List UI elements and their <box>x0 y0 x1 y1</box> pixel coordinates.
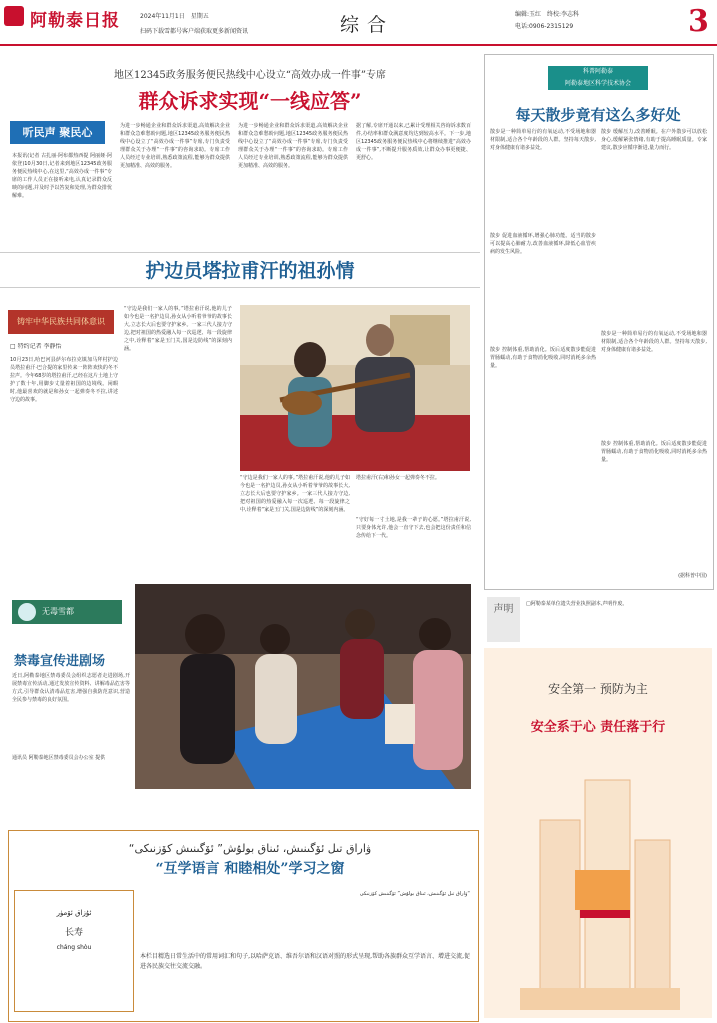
lead-intro: 本报讯(记者 古扎丽·阿布都热西提 阿丽娅·阿依登)10月30日,记者来到地区12345政务服务便民热线中心,在这里,“高效办成一件事”专席的工作人员正在接听来电,认真记录群众反映的问题,并及时予以答复和处理,为群众排忧解难。 <box>12 153 112 199</box>
statement-label: 声明 <box>487 597 520 642</box>
feature-headline: 护边员塔拉甫汗的祖孙情 <box>145 260 355 282</box>
feature-photo <box>240 305 470 471</box>
feature-body-col1: 10月23日,哈巴河县萨尔布拉克镇加马拜村护边员塔拉甫汗·巴合提的家里传来一阵阵欢快的冬不拉声。今年68岁的塔拉甫汗,已经在这片土地上守护了数十年,用脚步丈量着祖国的边境线。闲暇时,他最喜欢的就是和孙女一起弹奏冬不拉,讲述守边的故事。 <box>10 357 118 403</box>
uyghur-title: “ۋاراق تىل ئۆگىنىش، ئىناق بولۇش” ئۆگىنىش كۆزنىكى <box>128 842 372 855</box>
issue-date: 2024年11月1日 星期五 <box>140 13 209 20</box>
drug-credit: 通讯员 阿勒泰地区禁毒委员会办公室 提供 <box>12 755 106 761</box>
science-badge-org: 阿勒泰地区科学技术协会 <box>564 80 631 87</box>
language-uyghur-text: “ۋاراق تىل ئۆگىنىش، ئىناق بولۇش” ئۆگىنىش كۆزنىكى <box>359 891 470 897</box>
feature-body-col4: “守好每一寸土地,是我一辈子的心愿。”塔拉甫汗说,只要身体允许,他会一直守下去,也会把这份责任和信念传给下一代。 <box>356 517 471 539</box>
science-badge <box>548 66 648 90</box>
walking-body-5: 散步是一种简单易行的有氧运动,不受场地和器材限制,适合各个年龄段的人群。坚持每天散步,对身体健康有诸多益处。 <box>601 331 707 353</box>
vocab-kz: ئۇزاق ئۆمۈر <box>56 909 92 917</box>
phone-line: 电话:0906-2315129 <box>515 23 574 30</box>
drug-photo <box>135 584 471 789</box>
vocab-pinyin: cháng shòu <box>56 944 92 951</box>
walking-headline: 每天散步竟有这么多好处 <box>515 106 681 124</box>
newspaper-logo: 阿勒泰日报 <box>30 11 120 31</box>
newspaper-logo-icon <box>4 6 24 26</box>
masthead-rule <box>0 44 717 46</box>
walking-body-6: 散步 控制体重,帮助消化。饭后适度散步能促进胃肠蠕动,有助于食物消化吸收,同时消耗多余热量。 <box>601 441 707 463</box>
walking-body-4: 散步 缓解压力,改善睡眠。在户外散步可以放松身心,缓解紧张情绪,有助于提高睡眠质量。专家建议,散步应循序渐进,量力而行。 <box>601 129 707 151</box>
walking-body-1: 散步是一种简单易行的有氧运动,不受场地和器材限制,适合各个年龄段的人群。坚持每天散步,对身体健康有诸多益处。 <box>490 129 596 151</box>
drug-body: 近日,阿勒泰地区禁毒委员会组织志愿者走进剧场,开展禁毒宣传活动,通过发放宣传资料、讲解毒品危害等方式,引导群众认清毒品危害,增强自我防范意识,营造全民参与禁毒的良好氛围。 <box>12 673 130 703</box>
drug-photo-image <box>135 584 471 789</box>
editor-line: 编辑:玉红 终校:李志科 <box>515 11 580 18</box>
section-title: 综合 <box>340 14 395 36</box>
drug-org-label: 无毒雪都 <box>42 607 74 616</box>
walking-body-2: 散步 促进血液循环,增强心肺功能。适当的散步可以提高心肺耐力,改善血液循环,降低心血管疾病的发生风险。 <box>490 233 596 255</box>
walking-source: (据科普中国) <box>678 573 707 579</box>
drug-headline: 禁毒宣传进剧场 <box>14 654 106 669</box>
lead-body-col3: 为进一步畅通企业和群众诉求渠道,高效解决企业和群众急难愁盼问题,地区12345政务服务便民热线中心设立了“高效办成一件事”专席,专门负责受理群众关于办理“一件事”的咨询求助。专席工作人员经过专业培训,熟悉政策流程,能够为群众提供更加精准、高效的服务。 <box>238 123 348 169</box>
safety-slogan: 安全系于心 责任落于行 <box>530 720 666 735</box>
science-badge-title: 科普阿勒泰 <box>582 68 613 75</box>
lead-headline: 群众诉求实现“一线应答” <box>138 89 362 113</box>
walking-body-3: 散步 控制体重,帮助消化。饭后适度散步能促进胃肠蠕动,有助于食物消化吸收,同时消耗多余热量。 <box>490 347 596 369</box>
feature-banner: 铸牢中华民族共同体意识 <box>8 310 114 334</box>
lead-body-col2: 为进一步畅通企业和群众诉求渠道,高效解决企业和群众急难愁盼问题,地区12345政务服务便民热线中心设立了“高效办成一件事”专席,专门负责受理群众关于办理“一件事”的咨询求助。专席工作人员经过专业培训,熟悉政策流程,能够为群众提供更加精准、高效的服务。 <box>120 123 230 169</box>
vocab-card <box>14 890 134 1012</box>
lead-kicker: 地区12345政务服务便民热线中心设立“高效办成一件事”专席 <box>113 70 387 81</box>
language-headline: “互学语言 和睦相处”学习之窗 <box>155 861 345 877</box>
feature-body-col2: “守边是我们一家人的事。”塔拉甫汗说,他的儿子如今也是一名护边员,孙女从小听着爷爷的故事长大,立志长大后也要守护家乡。一家三代人接力守边,把对祖国的热爱融入每一次巡逻、每一段旋律之中,诠释着“家是玉门关,国是边防线”的深刻内涵。 <box>124 306 232 352</box>
subscribe-note: 扫码下载雪都号客户端获取更多新闻资讯 <box>140 28 249 35</box>
org-emblem-icon <box>18 603 36 621</box>
language-body: 本栏目精选日常生活中的常用词汇和句子,以哈萨克语、维吾尔语和汉语对照的形式呈现,帮助各族群众互学语言、增进交流,促进各民族交往交流交融。 <box>140 953 470 970</box>
page-number: 3 <box>688 4 709 39</box>
feature-body-col3: “守边是我们一家人的事。”塔拉甫汗说,他的儿子如今也是一名护边员,孙女从小听着爷爷的故事长大,立志长大后也要守护家乡。一家三代人接力守边,把对祖国的热爱融入每一次巡逻、每一段旋律之中,诠释着“家是玉门关,国是边防线”的深刻内涵。 <box>240 475 350 513</box>
column-label: 听民声 聚民心 <box>10 121 105 144</box>
safety-illustration <box>520 760 680 1010</box>
feature-caption: 塔拉甫汗(右)和孙女一起弹奏冬不拉。 <box>356 475 440 481</box>
statement-text: □阿勒泰某单位遗失营业执照副本,声明作废。 <box>526 601 628 607</box>
editor-info <box>515 9 579 33</box>
drug-org-badge <box>12 600 122 624</box>
building-illustration-icon <box>520 760 680 1010</box>
vocab-cn: 长寿 <box>64 928 83 938</box>
lead-body-col4: 据了解,专席开通以来,已累计受理相关咨询诉求数百件,办结率和群众满意度均达到较高水平。下一步,地区12345政务服务便民热线中心将继续推进“高效办成一件事”,不断提升服务质效,让群众办事更便捷、更舒心。 <box>356 123 471 161</box>
safety-title: 安全第一 预防为主 <box>548 682 648 696</box>
feature-byline: □ 特约记者 李静怡 <box>10 343 62 350</box>
feature-photo-image <box>240 305 470 471</box>
